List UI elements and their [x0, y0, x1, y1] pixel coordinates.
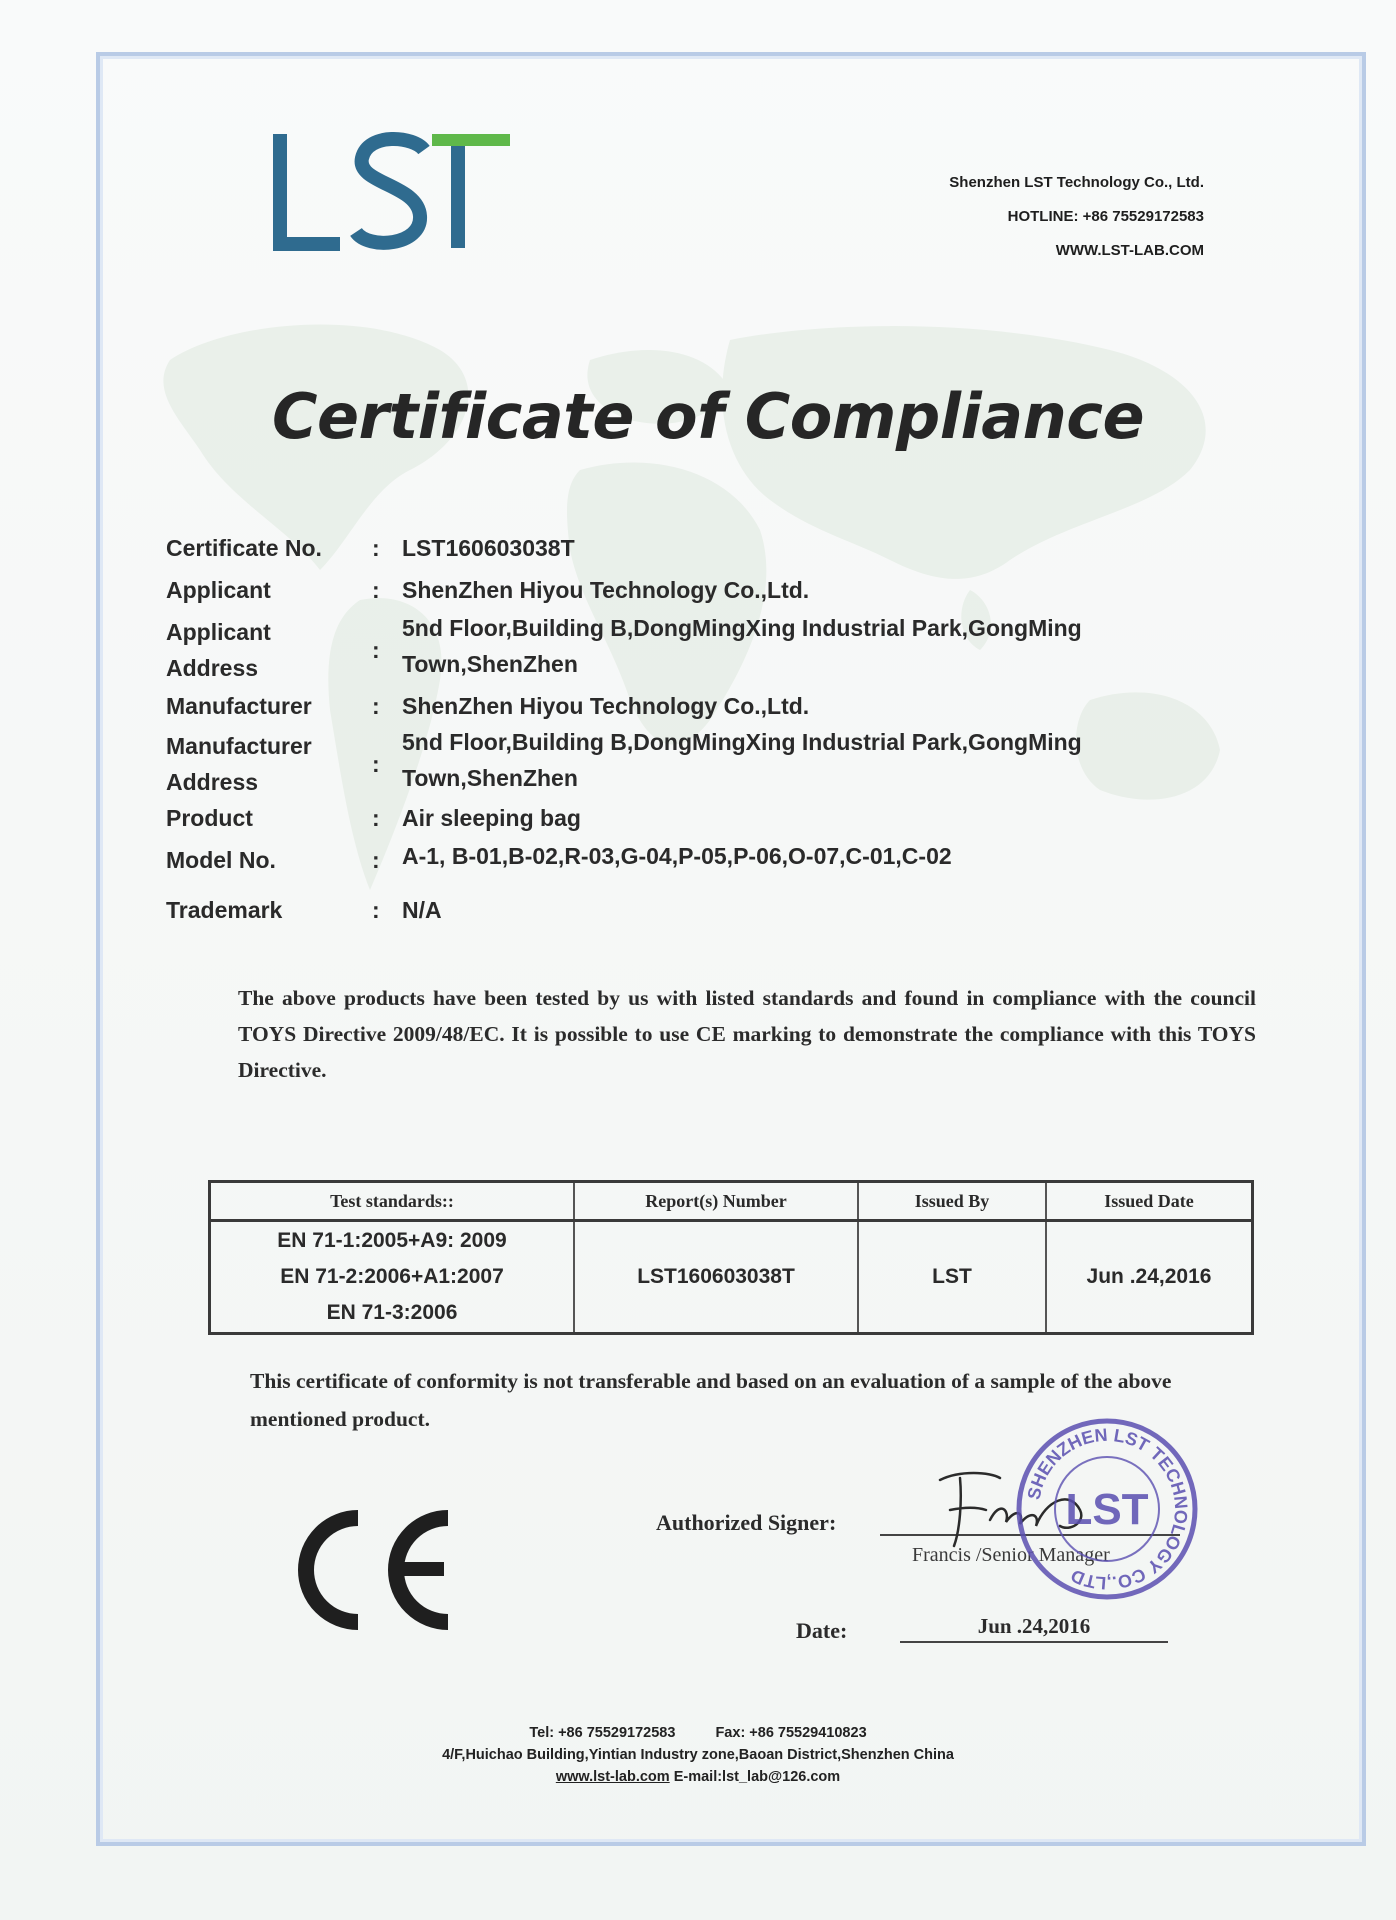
field-label: Model No. [166, 847, 276, 873]
field-label: Manufacturer [166, 733, 312, 759]
website[interactable]: WWW.LST-LAB.COM [1055, 242, 1204, 259]
field-value: LST160603038T [402, 535, 575, 561]
certificate-title: Certificate of Compliance [271, 380, 1145, 453]
field-colon: : [372, 805, 380, 831]
footer-tel: Tel: +86 75529172583 [529, 1725, 676, 1741]
company-contact-block [784, 166, 1204, 268]
company-name: Shenzhen LST Technology Co., Ltd. [949, 174, 1204, 191]
standard-item: EN 71-1:2005+A9: 2009 [277, 1229, 507, 1252]
company-stamp [1012, 1414, 1202, 1604]
field-value: A-1, B-01,B-02,R-03,G-04,P-05,P-06,O-07,C-01,C-02 [402, 843, 952, 869]
test-standards-cell [210, 1221, 575, 1334]
test-standards-table [208, 1180, 1254, 1335]
column-header: Issued Date [1046, 1182, 1253, 1221]
footer [0, 1722, 1396, 1788]
standard-item: EN 71-3:2006 [326, 1301, 458, 1324]
report-number-cell: LST160603038T [574, 1221, 858, 1334]
issued-date-cell: Jun .24,2016 [1046, 1221, 1253, 1334]
footer-address: 4/F,Huichao Building,Yintian Industry zone,Baoan District,Shenzhen China [442, 1747, 954, 1763]
footer-fax: Fax: +86 75529410823 [715, 1725, 867, 1741]
field-colon: : [372, 693, 380, 719]
column-header: Test standards:: [210, 1182, 575, 1221]
ce-mark-icon [282, 1498, 462, 1638]
svg-text:LST: LST [1065, 1485, 1149, 1534]
column-header: Issued By [858, 1182, 1046, 1221]
field-label: Address [166, 769, 259, 795]
field-value: 5nd Floor,Building B,DongMingXing Industrial Park,GongMing [402, 729, 1082, 755]
compliance-statement: The above products have been tested by us with listed standards and found in compliance with the council TOYS Directive 2009/48/EC. It is possible to use CE marking to demonstrate the compliance with this TOYS Directive. [238, 986, 1256, 1082]
table-header-row [210, 1182, 1253, 1221]
field-label: Manufacturer [166, 693, 312, 719]
footer-email: E-mail:lst_lab@126.com [673, 1769, 841, 1785]
field-colon: : [372, 847, 380, 873]
hotline: HOTLINE: +86 75529172583 [1007, 208, 1204, 225]
field-value: ShenZhen Hiyou Technology Co.,Ltd. [402, 693, 810, 719]
issued-by-cell: LST [858, 1221, 1046, 1334]
field-value: Town,ShenZhen [402, 651, 578, 677]
field-value: Town,ShenZhen [402, 765, 578, 791]
column-header: Report(s) Number [574, 1182, 858, 1221]
field-label: Address [166, 655, 259, 681]
lst-logo [268, 128, 518, 253]
field-value: N/A [402, 897, 442, 923]
field-colon: : [372, 577, 380, 603]
signature-date: Jun .24,2016 [900, 1614, 1168, 1643]
footer-contact [0, 1722, 1396, 1744]
field-value: ShenZhen Hiyou Technology Co.,Ltd. [402, 577, 810, 603]
field-label: Applicant [166, 577, 271, 603]
footer-links [0, 1766, 1396, 1788]
field-colon: : [372, 637, 380, 663]
field-label: Trademark [166, 897, 283, 923]
svg-text:SHENZHEN LST TECHNOLOGY CO.,LT: SHENZHEN LST TECHNOLOGY CO.,LTD [1023, 1424, 1192, 1594]
field-value: 5nd Floor,Building B,DongMingXing Industrial Park,GongMing [402, 615, 1082, 641]
field-colon: : [372, 751, 380, 777]
field-colon: : [372, 897, 380, 923]
authorized-signer-label: Authorized Signer: [656, 1510, 837, 1535]
field-label: Certificate No. [166, 535, 322, 561]
standard-item: EN 71-2:2006+A1:2007 [280, 1265, 504, 1288]
conformity-note: This certificate of conformity is not transferable and based on an evaluation of a sample of the above mentioned product. [250, 1369, 1172, 1431]
date-label: Date: [796, 1618, 848, 1643]
field-value: Air sleeping bag [402, 805, 581, 831]
footer-web-link[interactable]: www.lst-lab.com [555, 1769, 670, 1785]
field-label: Product [166, 805, 253, 831]
table-row [210, 1221, 1253, 1334]
field-colon: : [372, 535, 380, 561]
field-label: Applicant [166, 619, 271, 645]
signer-name: Francis /Senior Manager [912, 1544, 1110, 1566]
